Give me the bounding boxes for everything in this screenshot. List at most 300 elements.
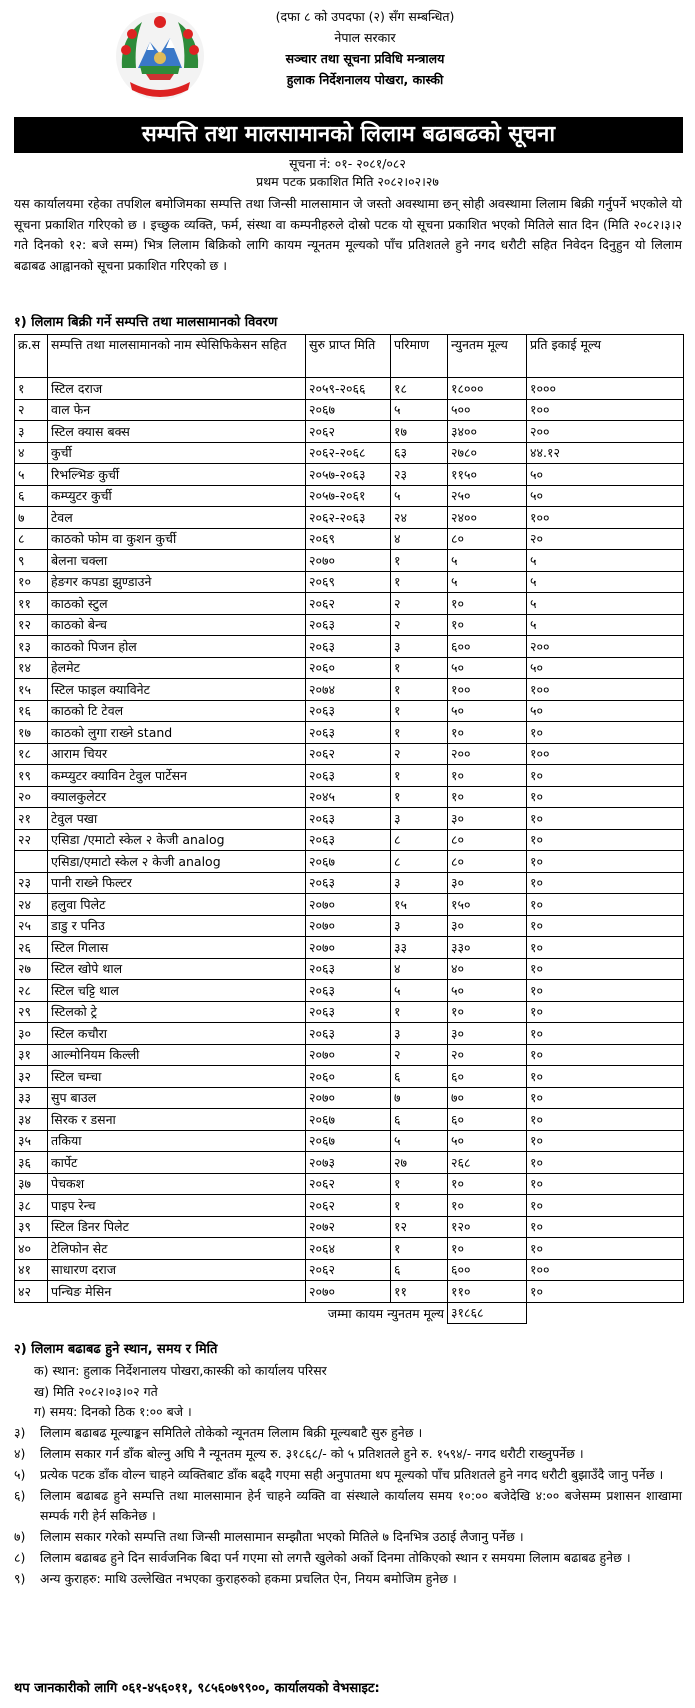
cell-name: हेङगर कपडा झुण्डाउने [48, 571, 306, 593]
cell-name: क्यालकुलेटर [48, 786, 306, 808]
cell-quantity: २ [391, 593, 448, 615]
cell-date: २०६४ [306, 1238, 391, 1260]
cell-date: २०६२-२०६८ [306, 442, 391, 464]
condition-number: ८) [14, 1549, 26, 1565]
cell-sn: २ [15, 399, 48, 421]
cell-name: सुप बाउल [48, 1087, 306, 1109]
cell-date: २०६७ [306, 851, 391, 873]
cell-name: स्टिल कचौरा [48, 1023, 306, 1045]
cell-min-price: १० [448, 1173, 527, 1195]
cell-min-price: २४०० [448, 507, 527, 529]
table-row [15, 808, 684, 830]
cell-name: काठको पिजन होल [48, 636, 306, 658]
cell-unit-price: १० [527, 1044, 684, 1066]
cell-min-price: १० [448, 786, 527, 808]
cell-unit-price: १०० [527, 679, 684, 701]
condition-item [14, 1444, 682, 1465]
table-row [15, 528, 684, 550]
cell-sn: १९ [15, 765, 48, 787]
cell-unit-price: १० [527, 894, 684, 916]
col-header-unit-price: प्रति इकाई मूल्य [527, 335, 684, 378]
cell-unit-price: २०० [527, 636, 684, 658]
cell-unit-price: २० [527, 528, 684, 550]
total-empty-cell [527, 1302, 684, 1324]
cell-date: २०६२ [306, 1259, 391, 1281]
condition-number: ४) [14, 1445, 26, 1461]
cell-quantity: २४ [391, 507, 448, 529]
cell-sn: ४१ [15, 1259, 48, 1281]
cell-sn: ३ [15, 421, 48, 443]
cell-quantity: १ [391, 1173, 448, 1195]
cell-name: कम्प्युटर क्याविन टेवुल पार्टेसन [48, 765, 306, 787]
cell-date: २०७२ [306, 1216, 391, 1238]
cell-sn: २६ [15, 937, 48, 959]
cell-unit-price: १० [527, 1173, 684, 1195]
cell-name: स्टिल गिलास [48, 937, 306, 959]
col-header-min-price: न्युनतम मूल्य [448, 335, 527, 378]
cell-unit-price: १० [527, 1109, 684, 1131]
cell-name: आराम चियर [48, 743, 306, 765]
cell-unit-price: १० [527, 872, 684, 894]
cell-min-price: ६०० [448, 636, 527, 658]
table-row [15, 1259, 684, 1281]
cell-date: २०६० [306, 1066, 391, 1088]
cell-date: २०६३ [306, 765, 391, 787]
section2 [14, 1340, 682, 1590]
cell-min-price: ११५० [448, 464, 527, 486]
cell-unit-price: ५० [527, 700, 684, 722]
table-row [15, 894, 684, 916]
cell-sn: २८ [15, 980, 48, 1002]
cell-date: २०६२-२०६३ [306, 507, 391, 529]
cell-unit-price: १० [527, 722, 684, 744]
cell-min-price: ११० [448, 1281, 527, 1303]
cell-quantity: ३ [391, 872, 448, 894]
total-value: ३१८६८ [448, 1302, 527, 1324]
cell-sn: ५ [15, 464, 48, 486]
cell-unit-price: ५ [527, 593, 684, 615]
cell-quantity: १ [391, 1195, 448, 1217]
condition-item [14, 1569, 682, 1590]
cell-name: स्टिल क्यास बक्स [48, 421, 306, 443]
condition-number: ६) [14, 1487, 26, 1503]
cell-sn: १० [15, 571, 48, 593]
cell-name: कुर्ची [48, 442, 306, 464]
table-row [15, 421, 684, 443]
cell-sn: १८ [15, 743, 48, 765]
cell-quantity: ५ [391, 485, 448, 507]
table-row [15, 378, 684, 400]
cell-date: २०६९ [306, 571, 391, 593]
cell-date: २०६३ [306, 700, 391, 722]
cell-sn: ६ [15, 485, 48, 507]
cell-unit-price: १० [527, 1238, 684, 1260]
condition-number: ३) [14, 1425, 26, 1441]
cell-date: २०६३ [306, 872, 391, 894]
cell-min-price: १८००० [448, 378, 527, 400]
cell-name: स्टिल दराज [48, 378, 306, 400]
cell-min-price: ४० [448, 958, 527, 980]
cell-unit-price: १० [527, 808, 684, 830]
cell-date: २०७० [306, 915, 391, 937]
cell-sn: १२ [15, 614, 48, 636]
cell-name: स्टिल चम्चा [48, 1066, 306, 1088]
cell-name: टेवल [48, 507, 306, 529]
cell-name: टेवुल पखा [48, 808, 306, 830]
condition-item [14, 1486, 682, 1528]
cell-quantity: ३३ [391, 937, 448, 959]
cell-date: २०६७ [306, 1130, 391, 1152]
cell-min-price: १० [448, 614, 527, 636]
cell-name: वाल फेन [48, 399, 306, 421]
cell-quantity: १ [391, 657, 448, 679]
condition-text: लिलाम सकार गर्न डाँक बोल्नु अघि नै न्यूनतम मूल्य रु. ३१८६८/- को ५ प्रतिशतले हुने रु. १५९४/- नगद धरौटी राख्नुपर्नेछ । [40, 1445, 584, 1461]
table-row [15, 786, 684, 808]
cell-min-price: ५० [448, 657, 527, 679]
table-row [15, 1216, 684, 1238]
cell-unit-price: १०० [527, 743, 684, 765]
condition-number: ९) [14, 1570, 26, 1586]
cell-unit-price: १० [527, 980, 684, 1002]
cell-date: २०४५ [306, 786, 391, 808]
cell-min-price: ८० [448, 851, 527, 873]
cell-sn: ३९ [15, 1216, 48, 1238]
total-label: जम्मा कायम न्युनतम मूल्य [327, 1305, 444, 1321]
cell-name: पेचकश [48, 1173, 306, 1195]
cell-name: टेलिफोन सेट [48, 1238, 306, 1260]
condition-text: प्रत्येक पटक डाँक वोल्न चाहने व्यक्तिबाट डाँक बढ्दै गएमा सही अनुपातमा थप मूल्यको पाँच प्रतिशतले हुने नगद धरौटी बुझाउँदै जानु पर्नेछ । [40, 1466, 664, 1482]
cell-name: काठको टि टेवल [48, 700, 306, 722]
table-row [15, 829, 684, 851]
cell-date: २०६३ [306, 1001, 391, 1023]
cell-name: साधारण दराज [48, 1259, 306, 1281]
col-header-sn: क्र.स [15, 335, 48, 378]
condition-text: लिलाम बढाबढ हुने दिन सार्वजनिक बिदा पर्न गएमा सो लगत्तै खुलेको अर्को दिनमा तोकिएको स्थान र समयमा लिलाम बढाबढ हुनेछ । [40, 1549, 631, 1565]
cell-sn: २९ [15, 1001, 48, 1023]
cell-date: २०६३ [306, 614, 391, 636]
cell-quantity: ३ [391, 915, 448, 937]
cell-name: हेलमेट [48, 657, 306, 679]
cell-quantity: १ [391, 722, 448, 744]
cell-unit-price: ५ [527, 571, 684, 593]
cell-unit-price: १० [527, 1195, 684, 1217]
cell-min-price: १० [448, 593, 527, 615]
cell-sn: ३७ [15, 1173, 48, 1195]
cell-quantity: ५ [391, 399, 448, 421]
cell-unit-price: १० [527, 937, 684, 959]
cell-min-price: १० [448, 1001, 527, 1023]
condition-number: ७) [14, 1529, 26, 1545]
cell-date: २०६३ [306, 980, 391, 1002]
table-row [15, 958, 684, 980]
cell-name: स्टिल खोपे थाल [48, 958, 306, 980]
cell-min-price: ५ [448, 571, 527, 593]
cell-sn: ३५ [15, 1130, 48, 1152]
table-row [15, 722, 684, 744]
cell-quantity: १ [391, 550, 448, 572]
cell-date: २०६२ [306, 1173, 391, 1195]
cell-date: २०७० [306, 550, 391, 572]
cell-unit-price: ५० [527, 464, 684, 486]
cell-date: २०६३ [306, 1023, 391, 1045]
cell-unit-price: १० [527, 915, 684, 937]
cell-quantity: ६ [391, 1259, 448, 1281]
cell-name: पाइप रेन्च [48, 1195, 306, 1217]
cell-name: रिभल्भिङ कुर्ची [48, 464, 306, 486]
nepal-emblem-icon [112, 8, 208, 104]
cell-unit-price: १० [527, 1281, 684, 1303]
condition-number: ५) [14, 1466, 26, 1482]
conditions-list [14, 1423, 682, 1589]
cell-unit-price: १० [527, 786, 684, 808]
cell-unit-price: १० [527, 1216, 684, 1238]
cell-date: २०५९-२०६६ [306, 378, 391, 400]
table-row [15, 1087, 684, 1109]
cell-quantity: २७ [391, 1152, 448, 1174]
auction-date: ख) मिति २०८२।०३।०२ गते [34, 1383, 158, 1399]
cell-min-price: २७८० [448, 442, 527, 464]
cell-sn: २३ [15, 872, 48, 894]
intro-paragraph: यस कार्यालयमा रहेका तपशिल बमोजिमका सम्पत्ति तथा जिन्सी मालसामान जे जस्तो अवस्थामा छन् सोही अवस्थामा लिलाम बिक्री गर्नुपर्ने भएकोले यो सूचना प्रकाशित गरिएको छ । इच्छुक व्यक्ति, फर्म, संस्था वा कम्पनीहरुले दोस्रो पटक यो सूचना प्रकाशित भएको मितिले सात दिन (मिति २०८२।३।२ गते दिनको १२: बजे सम्म) भित्र लिलाम बिक्रिको लागि कायम न्यूनतम मूल्यको पाँच प्रतिशतले हुने नगद धरौटी सहित निवेदन दिनुहुन यो लिलाम बढाबढ आह्वानको सूचना प्रकाशित गरिएको छ । [14, 196, 682, 273]
cell-quantity: ११ [391, 1281, 448, 1303]
cell-name: सिरक र डसना [48, 1109, 306, 1131]
cell-quantity: ३ [391, 1023, 448, 1045]
cell-min-price: ३० [448, 872, 527, 894]
cell-quantity: ६३ [391, 442, 448, 464]
cell-min-price: ५० [448, 700, 527, 722]
cell-sn: ४२ [15, 1281, 48, 1303]
cell-name: आल्मोनियम किल्ली [48, 1044, 306, 1066]
cell-min-price: १० [448, 1195, 527, 1217]
cell-min-price: १० [448, 1238, 527, 1260]
cell-date: २०६३ [306, 636, 391, 658]
table-row [15, 1130, 684, 1152]
table-row [15, 1044, 684, 1066]
cell-quantity: ५ [391, 980, 448, 1002]
cell-sn: २२ [15, 829, 48, 851]
table-row [15, 1066, 684, 1088]
cell-name: काठको फोम वा कुशन कुर्ची [48, 528, 306, 550]
cell-quantity: ३ [391, 808, 448, 830]
table-row [15, 915, 684, 937]
table-row [15, 1152, 684, 1174]
cell-min-price: ५०० [448, 399, 527, 421]
cell-min-price: ६० [448, 1109, 527, 1131]
cell-unit-price: १०० [527, 1259, 684, 1281]
cell-sn: ३३ [15, 1087, 48, 1109]
cell-sn: १ [15, 378, 48, 400]
cell-sn: २१ [15, 808, 48, 830]
table-row [15, 980, 684, 1002]
publish-date: प्रथम पटक प्रकाशित मिति २०८२।०२।२७ [256, 174, 439, 189]
cell-quantity: ३ [391, 636, 448, 658]
cell-sn: २४ [15, 894, 48, 916]
table-row [15, 679, 684, 701]
cell-date: २०६९ [306, 528, 391, 550]
cell-quantity: २ [391, 743, 448, 765]
cell-name: काठको बेन्च [48, 614, 306, 636]
cell-unit-price: १० [527, 1023, 684, 1045]
cell-unit-price: २०० [527, 421, 684, 443]
cell-name: कार्पेट [48, 1152, 306, 1174]
cell-name: स्टिल चट्टि थाल [48, 980, 306, 1002]
cell-sn: २७ [15, 958, 48, 980]
cell-quantity: २ [391, 1044, 448, 1066]
table-row [15, 571, 684, 593]
cell-name: बेलना चक्ला [48, 550, 306, 572]
cell-min-price: ८० [448, 829, 527, 851]
cell-unit-price: १० [527, 765, 684, 787]
cell-date: २०५७-२०६१ [306, 485, 391, 507]
cell-min-price: ६०० [448, 1259, 527, 1281]
cell-min-price: २६८ [448, 1152, 527, 1174]
table-row [15, 1109, 684, 1131]
table-row [15, 1001, 684, 1023]
table-row [15, 1023, 684, 1045]
items-table [14, 334, 684, 1324]
cell-name: स्टिलको ट्रे [48, 1001, 306, 1023]
cell-quantity: १ [391, 765, 448, 787]
table-row [15, 485, 684, 507]
condition-text: लिलाम बढाबढ मूल्याङ्कन समितिले तोकेको न्यूनतम लिलाम बिक्री मूल्यबाटै सुरु हुनेछ । [40, 1425, 423, 1441]
cell-date: २०६३ [306, 722, 391, 744]
table-row [15, 872, 684, 894]
table-row [15, 1173, 684, 1195]
section1-title: १) लिलाम बिक्री गर्ने सम्पत्ति तथा मालसामानको विवरण [14, 315, 278, 330]
cell-name: कम्प्युटर कुर्ची [48, 485, 306, 507]
condition-item [14, 1548, 682, 1569]
notice-info [0, 155, 695, 191]
cell-quantity: १ [391, 700, 448, 722]
cell-unit-price: ४४.१२ [527, 442, 684, 464]
cell-quantity: १ [391, 679, 448, 701]
total-row [15, 1302, 684, 1324]
cell-sn: ११ [15, 593, 48, 615]
cell-min-price: १० [448, 765, 527, 787]
table-row [15, 399, 684, 421]
table-row [15, 743, 684, 765]
cell-sn: ३२ [15, 1066, 48, 1088]
table-row [15, 464, 684, 486]
cell-quantity: ४ [391, 958, 448, 980]
cell-name: हलुवा पिलेट [48, 894, 306, 916]
cell-min-price: १२० [448, 1216, 527, 1238]
cell-unit-price: ५ [527, 614, 684, 636]
cell-name: डाडु र पनिउ [48, 915, 306, 937]
cell-unit-price: १० [527, 1130, 684, 1152]
cell-min-price: २५० [448, 485, 527, 507]
office-name: हुलाक निर्देशनालय पोखरा, कास्की [286, 72, 444, 87]
cell-quantity: २ [391, 614, 448, 636]
notice-number: सूचना नं: ०१- २०८१/०८२ [289, 156, 406, 171]
cell-sn: ३६ [15, 1152, 48, 1174]
condition-text: लिलाम बढाबढ हुने सम्पत्ति तथा मालसामान हेर्न चाहने व्यक्ति वा संस्थाले कार्यालय समय १०:०० बजेदेखि ४:०० बजेसम्म प्रशासन शाखामा सम्पर्क गरी हेर्न सकिनेछ । [40, 1487, 682, 1524]
cell-date: २०७० [306, 1087, 391, 1109]
cell-date: २०६२ [306, 593, 391, 615]
cell-unit-price: ५० [527, 657, 684, 679]
condition-item [14, 1423, 682, 1444]
cell-sn: ३० [15, 1023, 48, 1045]
cell-sn: ३८ [15, 1195, 48, 1217]
cell-name: स्टिल डिनर पिलेट [48, 1216, 306, 1238]
cell-date: २०६२ [306, 743, 391, 765]
cell-unit-price: १० [527, 1066, 684, 1088]
col-header-name: सम्पत्ति तथा मालसामानको नाम स्पेसिफिकेसन सहित [48, 335, 306, 378]
section2-title: २) लिलाम बढाबढ हुने स्थान, समय र मिति [14, 1342, 218, 1357]
cell-sn: १५ [15, 679, 48, 701]
cell-date: २०६७ [306, 399, 391, 421]
cell-date: २०७० [306, 1044, 391, 1066]
cell-min-price: ३३० [448, 937, 527, 959]
letterhead-text [215, 6, 515, 90]
items-table-body [15, 378, 684, 1303]
cell-unit-price: ५ [527, 550, 684, 572]
ministry-name: सञ्चार तथा सूचना प्रविधि मन्त्रालय [285, 51, 445, 66]
cell-sn: २५ [15, 915, 48, 937]
condition-item [14, 1465, 682, 1486]
cell-quantity: १७ [391, 421, 448, 443]
cell-name: काठको लुगा राख्ने stand [48, 722, 306, 744]
cell-date: २०६२ [306, 421, 391, 443]
cell-date: २०७० [306, 894, 391, 916]
cell-quantity: १ [391, 786, 448, 808]
cell-unit-price: १० [527, 1087, 684, 1109]
cell-quantity: ४ [391, 528, 448, 550]
cell-quantity: १२ [391, 1216, 448, 1238]
page-title: सम्पत्ति तथा मालसामानको लिलाम बढाबढको सूचना [14, 117, 683, 153]
cell-quantity: ६ [391, 1109, 448, 1131]
table-row [15, 1238, 684, 1260]
cell-quantity: २३ [391, 464, 448, 486]
table-row [15, 657, 684, 679]
cell-quantity: ७ [391, 1087, 448, 1109]
auction-time: ग) समय: दिनको ठिक १:०० बजे । [34, 1404, 192, 1420]
table-row [15, 550, 684, 572]
cell-date: २०७० [306, 1281, 391, 1303]
cell-min-price: २०० [448, 743, 527, 765]
table-row [15, 507, 684, 529]
cell-name: स्टिल फाइल क्याविनेट [48, 679, 306, 701]
col-header-quantity: परिमाण [391, 335, 448, 378]
table-header-row [15, 335, 684, 378]
table-row [15, 614, 684, 636]
cell-sn: ३१ [15, 1044, 48, 1066]
cell-date: २०७३ [306, 1152, 391, 1174]
cell-sn: ३४ [15, 1109, 48, 1131]
cell-min-price: ३० [448, 808, 527, 830]
contact-footer: थप जानकारीको लागि ०६१-४५६०११, ९८५६०७९९००, कार्यालयको वेभसाइट: [14, 1681, 380, 1696]
cell-min-price: १०० [448, 679, 527, 701]
cell-min-price: ३४०० [448, 421, 527, 443]
table-row [15, 700, 684, 722]
cell-min-price: ३० [448, 1023, 527, 1045]
table-row [15, 851, 684, 873]
table-row [15, 765, 684, 787]
cell-sn: १३ [15, 636, 48, 658]
cell-quantity: १५ [391, 894, 448, 916]
cell-quantity: १ [391, 571, 448, 593]
table-row [15, 442, 684, 464]
cell-unit-price: १०० [527, 399, 684, 421]
cell-unit-price: १० [527, 851, 684, 873]
cell-quantity: ८ [391, 851, 448, 873]
cell-quantity: १ [391, 1001, 448, 1023]
cell-date: २०६३ [306, 808, 391, 830]
cell-date: २०६० [306, 657, 391, 679]
cell-quantity: १८ [391, 378, 448, 400]
col-header-date: सुरु प्राप्त मिति [306, 335, 391, 378]
cell-sn: ९ [15, 550, 48, 572]
